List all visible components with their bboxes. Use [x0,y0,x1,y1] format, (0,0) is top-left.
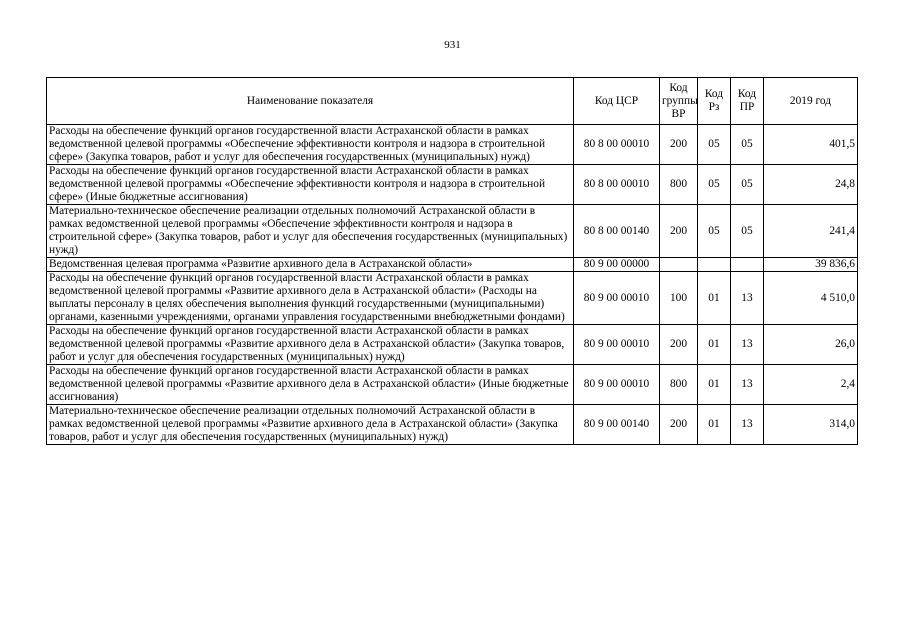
row-pr-code: 13 [731,272,764,325]
table-row [47,272,858,325]
row-vr-code: 800 [660,365,698,405]
row-vr-code: 200 [660,325,698,365]
header-csr-code: Код ЦСР [574,78,660,125]
row-csr-code: 80 8 00 00010 [574,125,660,165]
row-vr-code: 200 [660,205,698,258]
header-name: Наименование показателя [47,78,574,125]
row-rz-code: 01 [698,405,731,445]
row-name: Материально-техническое обеспечение реализации отдельных полномочий Астраханской области в рамках ведомственной целевой программы «Развитие архивного дела в Астраханской области» (Закупка товаров, работ и услуг для обеспечения государственных (муниципальных) нужд) [47,405,574,445]
row-vr-code: 200 [660,405,698,445]
row-rz-code [698,258,731,272]
row-csr-code: 80 9 00 00140 [574,405,660,445]
row-csr-code: 80 8 00 00140 [574,205,660,258]
row-vr-code [660,258,698,272]
header-pr-code: Код ПР [731,78,764,125]
row-vr-code: 800 [660,165,698,205]
header-rz-code: Код Рз [698,78,731,125]
row-amount: 2,4 [764,365,858,405]
row-pr-code: 13 [731,365,764,405]
row-pr-code: 13 [731,325,764,365]
row-rz-code: 05 [698,125,731,165]
row-pr-code: 13 [731,405,764,445]
row-vr-code: 200 [660,125,698,165]
row-name: Расходы на обеспечение функций органов государственной власти Астраханской области в рамках ведомственной целевой программы «Развитие архивного дела в Астраханской области» (Расходы на выплаты персоналу в целях обеспечения выполнения функций государственными (муниципальными) органами, казенными учреждениями, органами управления государственными внебюджетными фондами) [47,272,574,325]
row-amount: 314,0 [764,405,858,445]
row-name: Расходы на обеспечение функций органов государственной власти Астраханской области в рамках ведомственной целевой программы «Обеспечение эффективности контроля и надзора в строительной сфере» (Иные бюджетные ассигнования) [47,165,574,205]
table-row [47,365,858,405]
table-body [47,125,858,445]
row-rz-code: 01 [698,365,731,405]
budget-table [46,77,858,445]
table-row [47,405,858,445]
row-name: Расходы на обеспечение функций органов государственной власти Астраханской области в рамках ведомственной целевой программы «Развитие архивного дела в Астраханской области» (Иные бюджетные ассигнования) [47,365,574,405]
table-row [47,258,858,272]
row-rz-code: 01 [698,325,731,365]
row-amount: 241,4 [764,205,858,258]
row-pr-code: 05 [731,125,764,165]
row-pr-code: 05 [731,165,764,205]
row-csr-code: 80 9 00 00010 [574,272,660,325]
row-rz-code: 05 [698,205,731,258]
row-amount: 401,5 [764,125,858,165]
header-year: 2019 год [764,78,858,125]
table-header-row [47,78,858,125]
row-name: Расходы на обеспечение функций органов государственной власти Астраханской области в рамках ведомственной целевой программы «Развитие архивного дела в Астраханской области» (Закупка товаров, работ и услуг для обеспечения государственных (муниципальных) нужд) [47,325,574,365]
row-name: Расходы на обеспечение функций органов государственной власти Астраханской области в рамках ведомственной целевой программы «Обеспечение эффективности контроля и надзора в строительной сфере» (Закупка товаров, работ и услуг для обеспечения государственных (муниципальных) нужд) [47,125,574,165]
row-csr-code: 80 9 00 00010 [574,325,660,365]
page-number: 931 [444,39,461,51]
table-row [47,125,858,165]
row-rz-code: 01 [698,272,731,325]
row-name: Ведомственная целевая программа «Развитие архивного дела в Астраханской области» [47,258,574,272]
row-csr-code: 80 9 00 00000 [574,258,660,272]
row-amount: 24,8 [764,165,858,205]
row-amount: 39 836,6 [764,258,858,272]
row-pr-code [731,258,764,272]
row-amount: 4 510,0 [764,272,858,325]
table-row [47,165,858,205]
table-row [47,325,858,365]
row-pr-code: 05 [731,205,764,258]
row-vr-code: 100 [660,272,698,325]
row-rz-code: 05 [698,165,731,205]
row-amount: 26,0 [764,325,858,365]
row-name: Материально-техническое обеспечение реализации отдельных полномочий Астраханской области в рамках ведомственной целевой программы «Обеспечение эффективности контроля и надзора в строительной сфере» (Закупка товаров, работ и услуг для обеспечения государственных (муниципальных) нужд) [47,205,574,258]
row-csr-code: 80 9 00 00010 [574,365,660,405]
header-vr-group-code: Код группы ВР [660,78,698,125]
row-csr-code: 80 8 00 00010 [574,165,660,205]
table-row [47,205,858,258]
